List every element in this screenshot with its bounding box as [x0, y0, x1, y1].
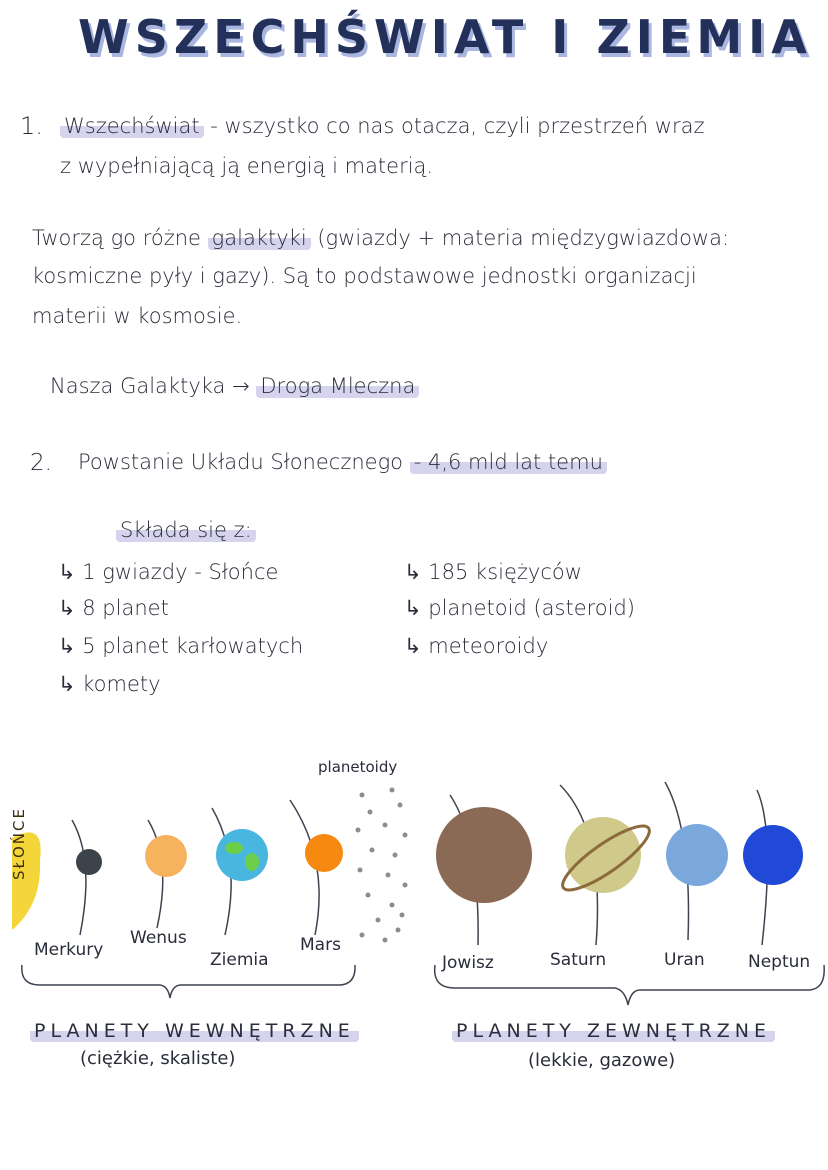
list-item: ↳ komety — [58, 672, 161, 696]
asteroid-dot — [400, 913, 405, 918]
planet-mercury — [76, 849, 102, 875]
planet-venus — [145, 835, 187, 877]
list-item: ↳ 185 księżyców — [404, 560, 582, 584]
inner-planets-title — [30, 1020, 359, 1042]
list-item: ↳ 8 planet — [58, 596, 169, 620]
asteroid-dot — [376, 918, 381, 923]
planet-label: Mars — [300, 935, 341, 955]
planet-earth — [216, 829, 268, 881]
asteroid-dot — [368, 810, 373, 815]
asteroid-dot — [398, 803, 403, 808]
sun-label: SŁOŃCE — [10, 807, 28, 880]
planet-jupiter — [436, 807, 532, 903]
inner-planets-desc: (ciężkie, skaliste) — [80, 1048, 236, 1069]
planet-label: Ziemia — [210, 950, 269, 970]
asteroid-dot — [370, 848, 375, 853]
planet-mars — [305, 834, 343, 872]
term-solar-system: Powstanie Układu Słonecznego — [78, 450, 404, 474]
galaxy-label: Nasza Galaktyka → — [50, 374, 250, 398]
para-text: Tworzą go różne — [32, 226, 201, 250]
paragraph-line-3: materii w kosmosie. — [32, 304, 243, 328]
para-text: (gwiazdy + materia międzygwiazdowa: — [317, 226, 730, 250]
planet-label: Jowisz — [442, 953, 494, 973]
asteroid-dot — [356, 828, 361, 833]
planet-label: Wenus — [130, 928, 187, 948]
asteroid-dot — [360, 793, 365, 798]
asteroid-dot — [390, 903, 395, 908]
planet-neptune — [743, 825, 803, 885]
asteroid-dot — [386, 873, 391, 878]
term-galaxies: galaktyki — [208, 226, 311, 250]
galaxy-name: Droga Mleczna — [256, 374, 419, 398]
inner-title-text: PLANETY WEWNĘTRZNE — [30, 1020, 359, 1042]
asteroid-dot — [393, 853, 398, 858]
asteroid-dot — [403, 833, 408, 838]
asteroid-dot — [396, 928, 401, 933]
section-number: 2. — [30, 450, 52, 476]
asteroid-belt — [356, 788, 408, 943]
planet-label: Saturn — [550, 950, 607, 970]
planet-label: Neptun — [748, 952, 811, 972]
outer-planets-title — [452, 1020, 775, 1042]
term-universe: Wszechświat — [60, 114, 204, 138]
list-item: ↳ meteoroidy — [404, 634, 549, 658]
planet-label: Merkury — [34, 940, 104, 960]
braces — [22, 965, 824, 1005]
definition-text: - wszystko co nas otacza, czyli przestrzeń wraz — [210, 114, 705, 138]
page-title: WSZECHŚWIAT I ZIEMIA — [78, 10, 813, 64]
list-item: ↳ 5 planet karłowatych — [58, 634, 304, 658]
outer-title-text: PLANETY ZEWNĘTRZNE — [452, 1020, 775, 1042]
paragraph-line-2: kosmiczne pyły i gazy). Są to podstawowe jednostki organizacji — [32, 264, 697, 288]
asteroid-dot — [360, 933, 365, 938]
asteroid-dot — [403, 883, 408, 888]
outer-planets-desc: (lekkie, gazowe) — [528, 1050, 676, 1071]
asteroids-label: planetoidy — [318, 758, 398, 776]
asteroid-dot — [358, 868, 363, 873]
asteroid-dot — [366, 893, 371, 898]
consists-of-label: Składa się z: — [116, 518, 256, 542]
asteroid-dot — [383, 938, 388, 943]
list-item: ↳ planetoid (asteroid) — [404, 596, 635, 620]
list-item: ↳ 1 gwiazdy - Słońce — [58, 560, 279, 584]
planet-label: Uran — [664, 950, 705, 970]
definition-line-2: z wypełniającą ją energią i materią. — [60, 154, 434, 178]
planet-uranus — [666, 824, 728, 886]
section-number: 1. — [20, 112, 43, 140]
asteroid-dot — [390, 788, 395, 793]
asteroid-dot — [383, 823, 388, 828]
solar-system-age: - 4,6 mld lat temu — [410, 450, 607, 474]
